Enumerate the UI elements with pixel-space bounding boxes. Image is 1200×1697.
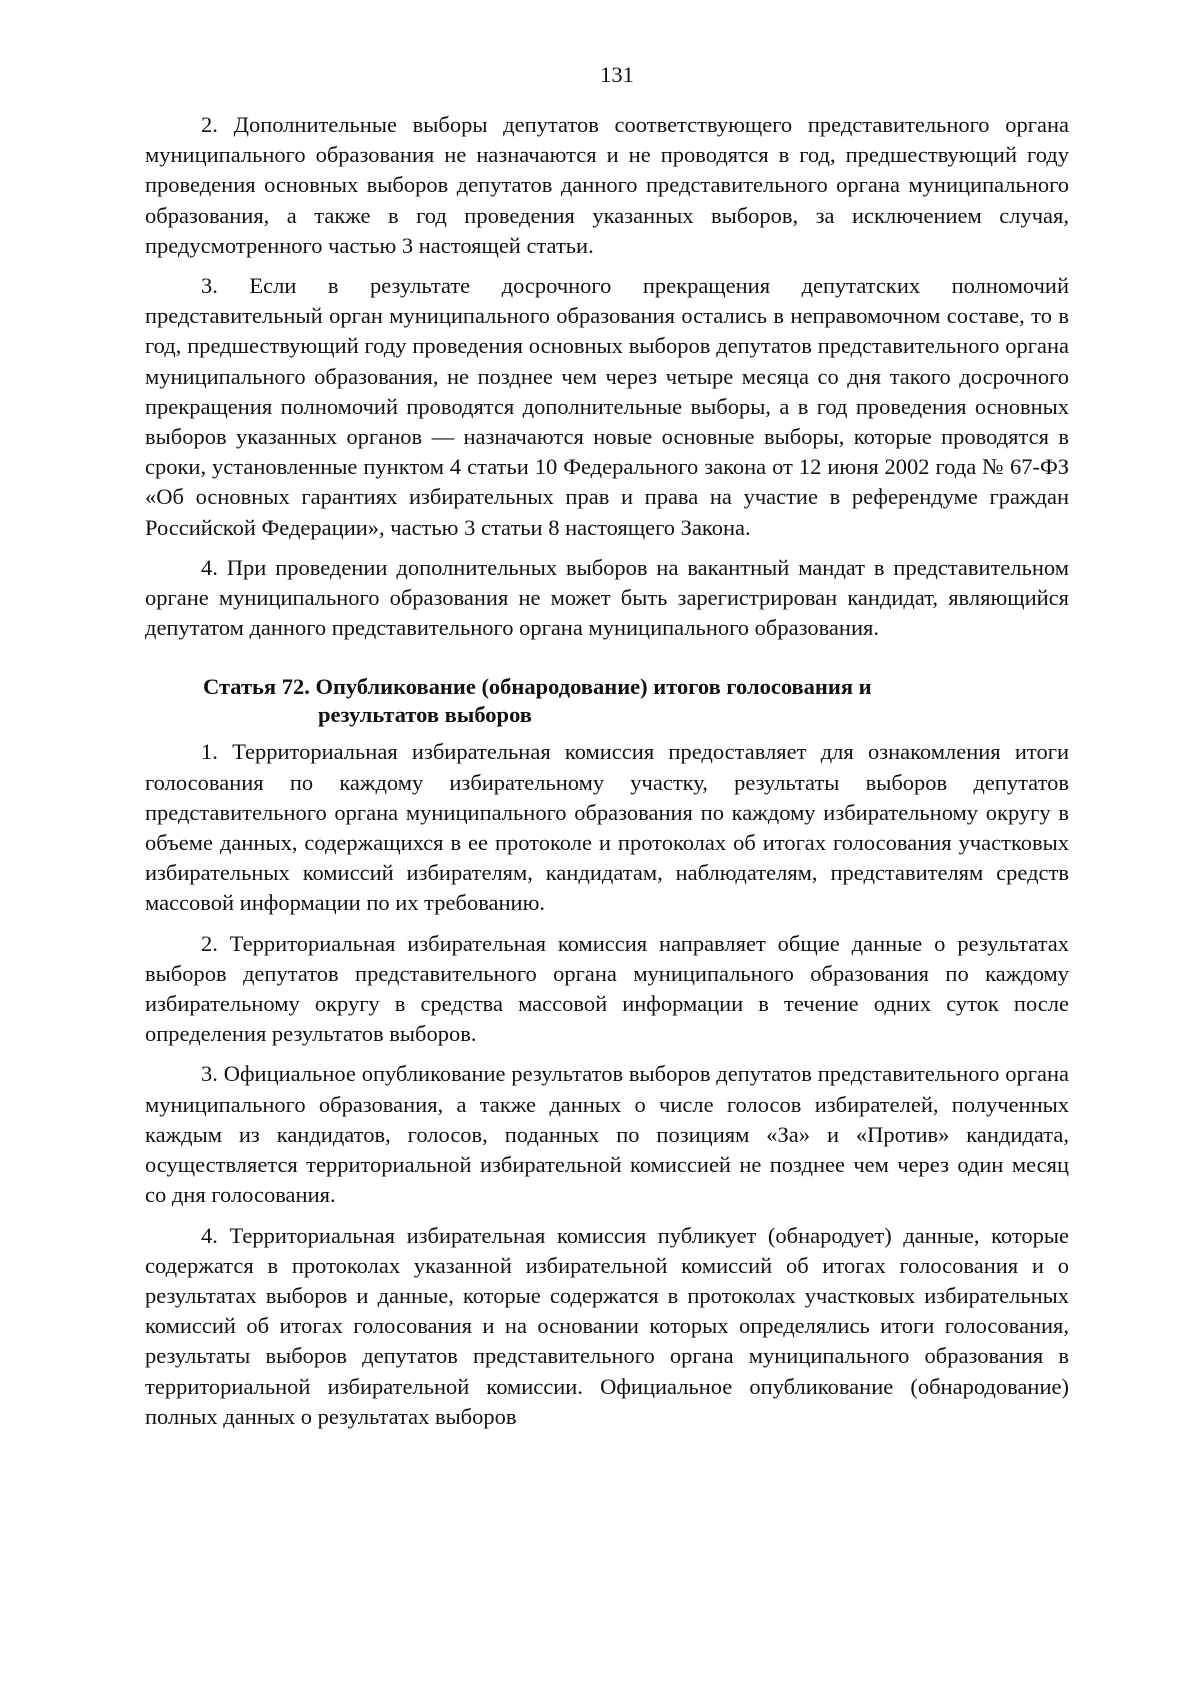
article-paragraph-2: 2. Территориальная избирательная комиссия направляет общие данные о результатах выборов депутатов представительного органа муниципального образования по каждому избирательному округу в средства массовой информации в течение одних суток после определения результатов выборов. [145,930,1069,1047]
paragraph-3: 3. Если в результате досрочного прекращения депутатских полномочий представительный орган муниципального образования остались в неправомочном составе, то в год, предшествующий году проведения основных выборов депутатов представительного органа муниципального образования, не позднее чем через четыре месяца со дня такого досрочного прекращения полномочий проводятся дополнительные выборы, а в год проведения основных выборов указанных органов — назначаются новые основные выборы, которые проводятся в сроки, установленные пунктом 4 статьи 10 Федерального закона от 12 июня 2002 года № 67-ФЗ «Об основных гарантиях избирательных прав и права на участие в референдуме граждан Российской Федерации», частью 3 статьи 8 настоящего Закона. [145,273,1069,540]
article-paragraph-1: 1. Территориальная избирательная комиссия предоставляет для ознакомления итоги голосования по каждому избирательному участку, результаты выборов депутатов представительного органа муниципального образования по каждому избирательному округу в объеме данных, содержащихся в ее протоколе и протоколах об итогах голосования участковых избирательных комиссий избирателям, кандидатам, наблюдателям, представителям средств массовой информации по их требованию. [145,739,1069,916]
paragraph-2: 2. Дополнительные выборы депутатов соответствующего представительного органа муниципального образования не назначаются и не проводятся в год, предшествующий году проведения основных выборов депутатов данного представительного органа муниципального образования, а также в год проведения указанных выборов, за исключением случая, предусмотренного частью 3 настоящей статьи. [145,112,1069,258]
article-paragraph-4: 4. Территориальная избирательная комиссия публикует (обнародует) данные, которые содержатся в протоколах указанной избирательной комиссий об итогах голосования и о результатах выборов и данные, которые содержатся в протоколах участковых избирательных комиссий об итогах голосования и на основании которых определялись итоги голосования, результаты выборов депутатов представительного органа муниципального образования в территориальной избирательной комиссии. Официальное опубликование (обнародование) полных данных о результатах выборов [145,1222,1069,1429]
article-heading [145,673,1069,729]
article-heading-line2: результатов выборов [318,702,532,728]
document-page [145,60,1069,1442]
paragraph-4: 4. При проведении дополнительных выборов на вакантный мандат в представительном органе муниципального образования не может быть зарегистрирован кандидат, являющийся депутатом данного представительного органа муниципального образования. [145,554,1069,641]
article-paragraph-3: 3. Официальное опубликование результатов выборов депутатов представительного органа муниципального образования, а также данных о числе голосов избирателей, полученных каждым из кандидатов, голосов, поданных по позициям «За» и «Против» кандидата, осуществляется территориальной избирательной комиссией не позднее чем через один месяц со дня голосования. [145,1061,1069,1208]
page-number: 131 [600,62,634,87]
article-heading-line1: Статья 72. Опубликование (обнародование) итогов голосования и [203,674,872,700]
